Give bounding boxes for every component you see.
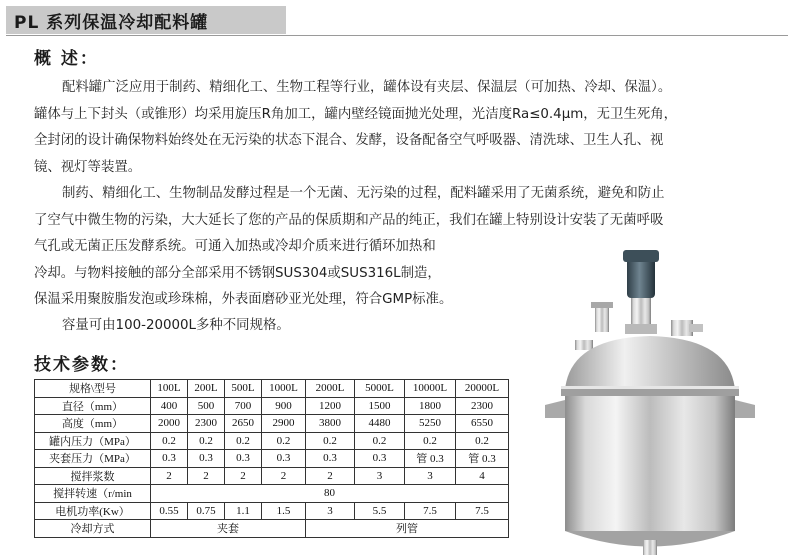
table-cell: 0.2 (355, 432, 405, 450)
table-cell: 500 (188, 397, 225, 415)
text-line: 罐体与上下封头（或锥形）均采用旋压R角加工，罐内壁经镜面抛光处理，光洁度Ra≤0.4μm，无卫生死角， (34, 106, 678, 122)
table-cell: 2300 (456, 397, 509, 415)
model-cell: 20000L (456, 380, 509, 398)
specs-heading: 技术参数： (34, 355, 129, 375)
table-cell: 0.2 (306, 432, 355, 450)
table-cell: 2900 (262, 415, 306, 433)
table-cell: 2650 (225, 415, 262, 433)
table-cell: 2300 (188, 415, 225, 433)
text-line: 镜、视灯等装置。 (34, 159, 142, 175)
row-label: 高度（mm） (35, 415, 151, 433)
row-label: 搅拌转速（r/min (35, 485, 151, 503)
table-cell: 6550 (456, 415, 509, 433)
table-cell: 80 (151, 485, 509, 503)
table-cell: 0.2 (188, 432, 225, 450)
table-cell: 700 (225, 397, 262, 415)
text-line: 了空气中微生物的污染，大大延长了您的产品的保质期和产品的纯正，我们在罐上特别设计安装了无菌呼吸 (34, 212, 664, 228)
table-cell: 2 (306, 467, 355, 485)
table-cell: 7.5 (456, 502, 509, 520)
table-cell: 1500 (355, 397, 405, 415)
text-line: 制药、精细化工、生物制品发酵过程是一个无菌、无污染的过程，配料罐采用了无菌系统，避免和防止 (62, 186, 665, 201)
overview-paragraph-1 (34, 75, 677, 181)
table-cell: 0.3 (225, 450, 262, 468)
table-cell: 0.2 (405, 432, 456, 450)
row-label: 罐内压力（MPa） (35, 432, 151, 450)
table-cell: 7.5 (405, 502, 456, 520)
table-cell: 1.5 (262, 502, 306, 520)
row-label: 冷却方式 (35, 520, 151, 538)
model-cell: 200L (188, 380, 225, 398)
table-row (35, 485, 509, 503)
text-line: 配料罐广泛应用于制药、精细化工、生物工程等行业，罐体设有夹层、保温层（可加热、冷却、保温）。 (62, 80, 672, 95)
table-cell: 0.2 (151, 432, 188, 450)
table-cell: 400 (151, 397, 188, 415)
text-line: 保温采用聚胺脂发泡或珍珠棉，外表面磨砂亚光处理，符合GMP标准。 (34, 292, 453, 307)
model-cell: 2000L (306, 380, 355, 398)
table-cell: 2 (262, 467, 306, 485)
table-cell: 2 (151, 467, 188, 485)
table-row (35, 502, 509, 520)
table-cell: 管 0.3 (405, 450, 456, 468)
table-cell: 1800 (405, 397, 456, 415)
table-cell: 0.3 (188, 450, 225, 468)
table-row (35, 520, 509, 538)
table-cell: 列管 (306, 520, 509, 538)
model-cell: 5000L (355, 380, 405, 398)
row-label: 电机功率(Kw） (35, 502, 151, 520)
table-row (35, 467, 509, 485)
model-cell: 500L (225, 380, 262, 398)
table-cell: 900 (262, 397, 306, 415)
row-label: 搅拌浆数 (35, 467, 151, 485)
table-cell: 3 (306, 502, 355, 520)
table-cell: 0.2 (456, 432, 509, 450)
row-label: 直径（mm） (35, 397, 151, 415)
table-cell: 0.3 (306, 450, 355, 468)
table-cell: 1200 (306, 397, 355, 415)
table-cell: 3800 (306, 415, 355, 433)
capacity-note: 容量可由100-20000L多种不同规格。 (62, 318, 290, 333)
table-cell: 3 (405, 467, 456, 485)
model-cell: 10000L (405, 380, 456, 398)
overview-heading: 概 述： (34, 49, 99, 69)
table-cell: 5.5 (355, 502, 405, 520)
motor-icon (627, 258, 655, 298)
table-cell: 4480 (355, 415, 405, 433)
table-cell: 0.2 (225, 432, 262, 450)
table-cell: 0.75 (188, 502, 225, 520)
page-title: PL 系列保温冷却配料罐 (14, 13, 209, 33)
row-label: 夹套压力（MPa） (35, 450, 151, 468)
text-line: 气孔或无菌正压发酵系统。可通入加热或冷却介质来进行循环加热和 (34, 239, 436, 254)
table-cell: 管 0.3 (456, 450, 509, 468)
table-cell: 0.55 (151, 502, 188, 520)
spec-table (34, 379, 509, 538)
model-cell: 1000L (262, 380, 306, 398)
header-divider (6, 35, 788, 36)
model-cell: 100L (151, 380, 188, 398)
header-label-cell: 规格\型号 (35, 380, 151, 398)
table-row (35, 432, 509, 450)
table-cell: 夹套 (151, 520, 306, 538)
table-cell: 0.3 (151, 450, 188, 468)
table-cell: 0.3 (262, 450, 306, 468)
table-cell: 3 (355, 467, 405, 485)
table-cell: 1.1 (225, 502, 262, 520)
table-cell: 2000 (151, 415, 188, 433)
table-row (35, 450, 509, 468)
table-header-row (35, 380, 509, 398)
table-cell: 4 (456, 467, 509, 485)
table-cell: 5250 (405, 415, 456, 433)
text-line: 冷却。与物料接触的部分全部采用不锈钢SUS304或SUS316L制造， (34, 265, 441, 281)
table-cell: 2 (225, 467, 262, 485)
table-row (35, 415, 509, 433)
table-row (35, 397, 509, 415)
table-cell: 0.3 (355, 450, 405, 468)
table-cell: 2 (188, 467, 225, 485)
text-line: 全封闭的设计确保物料始终处在无污染的状态下混合、发酵，设备配备空气呼吸器、清洗球、卫生人孔、视 (34, 133, 664, 148)
tank-product-image (535, 240, 765, 555)
table-cell: 0.2 (262, 432, 306, 450)
